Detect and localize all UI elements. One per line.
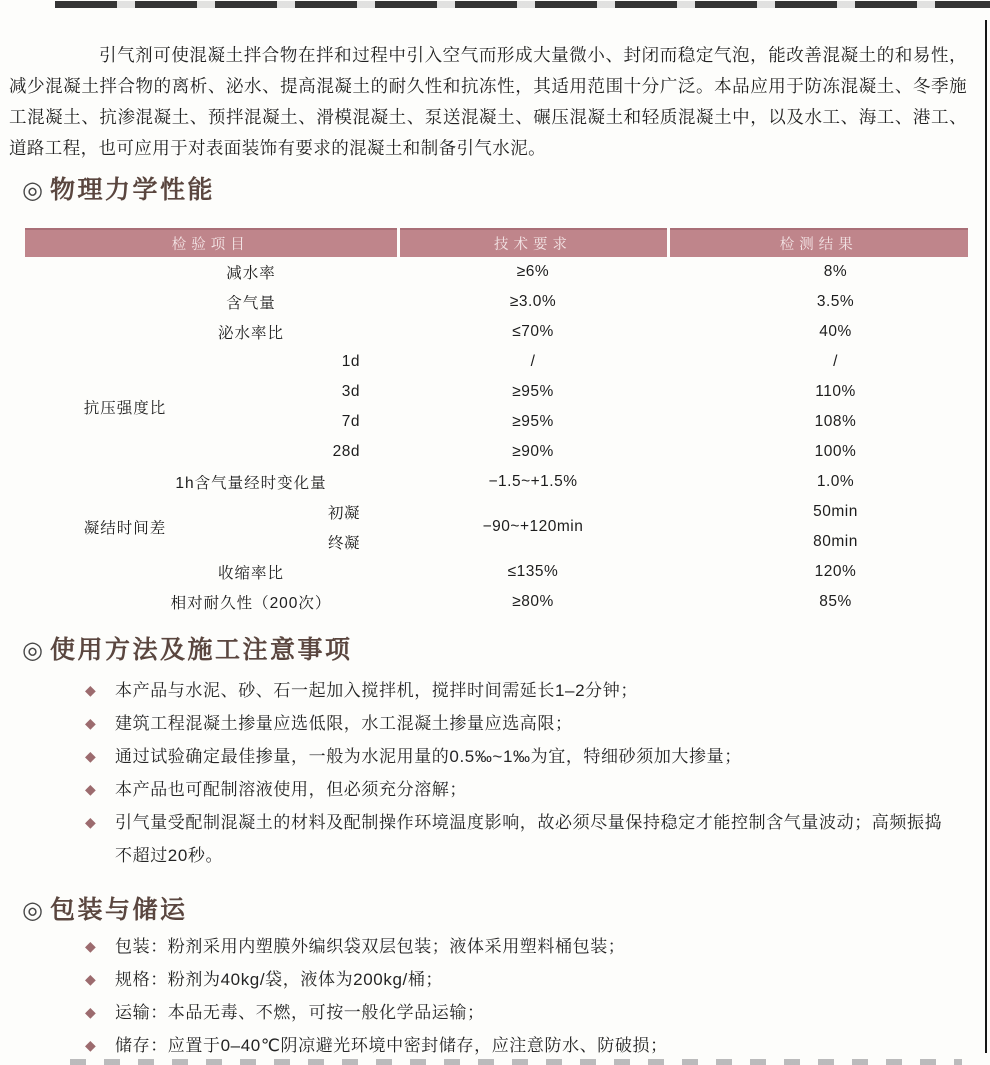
list-item bbox=[85, 806, 950, 872]
cell-result: 80min bbox=[813, 533, 858, 550]
list-item-text: 储存：应置于0–40℃阴凉避光环境中密封储存，应注意防水、防破损； bbox=[115, 1036, 668, 1055]
cell-requirement: ≥6% bbox=[516, 263, 550, 280]
list-item bbox=[85, 674, 950, 707]
section-title: 包装与储运 bbox=[49, 896, 188, 924]
list-item bbox=[85, 930, 950, 963]
cell-item: 泌水率比 bbox=[217, 325, 284, 342]
cell-sub-item: 1d bbox=[341, 353, 360, 370]
diamond-bullet-icon: ◆ bbox=[85, 971, 96, 987]
table-row bbox=[25, 317, 968, 347]
cell-requirement: / bbox=[530, 353, 536, 370]
cell-result: 85% bbox=[819, 593, 852, 610]
cell-group-setting-time-difference: 凝结时间差 bbox=[83, 520, 167, 537]
cell-item: 1h含气量经时变化量 bbox=[175, 475, 327, 492]
list-item bbox=[85, 963, 950, 996]
packaging-bullet-list bbox=[85, 930, 950, 1062]
section-marker-icon: ◎ bbox=[22, 637, 43, 664]
cell-sub-item: 28d bbox=[332, 443, 360, 460]
list-item bbox=[85, 996, 950, 1029]
cell-result: 120% bbox=[814, 563, 857, 580]
table-row bbox=[25, 557, 968, 587]
list-item-text: 引气量受配制混凝土的材料及配制操作环境温度影响，故必须尽量保持稳定才能控制含气量波动；高频振捣不超过20秒。 bbox=[115, 813, 943, 865]
usage-bullet-list bbox=[85, 674, 950, 872]
table-row bbox=[25, 287, 968, 317]
cell-item: 相对耐久性（200次） bbox=[170, 595, 332, 612]
section-header-packaging-storage bbox=[22, 890, 187, 926]
cell-sub-item: 初凝 bbox=[327, 505, 360, 522]
section-header-usage-instructions bbox=[22, 630, 352, 666]
diamond-bullet-icon: ◆ bbox=[85, 715, 96, 731]
list-item-text: 运输：本品无毒、不燃，可按一般化学品运输； bbox=[115, 1003, 485, 1022]
cell-result: 50min bbox=[813, 503, 858, 520]
intro-paragraph: 引气剂可使混凝土拌合物在拌和过程中引入空气而形成大量微小、封闭而稳定气泡，能改善混凝土的和易性，减少混凝土拌合物的离析、泌水、提高混凝土的耐久性和抗冻性，其适用范围十分广泛。本品应用于防冻混凝土、冬季施工混凝土、抗渗混凝土、预拌混凝土、滑模混凝土、泵送混凝土、碾压混凝土和轻质混凝土中，以及水工、海工、港工、道路工程，也可应用于对表面装饰有要求的混凝土和制备引气水泥。 bbox=[9, 44, 967, 158]
section-title: 使用方法及施工注意事项 bbox=[49, 636, 353, 664]
cell-requirement: ≤70% bbox=[512, 323, 554, 340]
section-title: 物理力学性能 bbox=[49, 176, 215, 204]
cell-result: / bbox=[833, 353, 838, 370]
cell-group-compressive-strength-ratio: 抗压强度比 bbox=[83, 400, 167, 417]
section-marker-icon: ◎ bbox=[22, 177, 43, 204]
list-item-text: 本产品也可配制溶液使用，但必须充分溶解； bbox=[115, 780, 467, 799]
cell-item: 含气量 bbox=[226, 295, 276, 312]
cell-requirement: ≥90% bbox=[512, 443, 554, 460]
cell-sub-item: 终凝 bbox=[327, 535, 360, 552]
list-item bbox=[85, 1029, 950, 1062]
cell-requirement: ≥3.0% bbox=[509, 293, 557, 310]
list-item bbox=[85, 740, 950, 773]
list-item bbox=[85, 707, 950, 740]
diamond-bullet-icon: ◆ bbox=[85, 1004, 96, 1020]
cell-item: 收缩率比 bbox=[217, 565, 284, 582]
list-item-text: 包装：粉剂采用内塑膜外编织袋双层包装；液体采用塑料桶包装； bbox=[115, 937, 626, 956]
performance-table bbox=[25, 228, 968, 617]
cell-sub-item: 7d bbox=[341, 413, 360, 430]
column-header-requirement: 技术要求 bbox=[398, 229, 668, 257]
list-item-text: 本产品与水泥、砂、石一起加入搅拌机，搅拌时间需延长1–2分钟； bbox=[115, 681, 638, 700]
cell-result: 100% bbox=[814, 443, 857, 460]
cell-requirement: ≥80% bbox=[512, 593, 554, 610]
cell-requirement: −90~+120min bbox=[482, 518, 584, 535]
diamond-bullet-icon: ◆ bbox=[85, 748, 96, 764]
table-row bbox=[25, 497, 968, 527]
column-header-result: 检测结果 bbox=[668, 229, 968, 257]
list-item-text: 规格：粉剂为40kg/袋，液体为200kg/桶； bbox=[115, 970, 444, 989]
list-item-text: 建筑工程混凝土掺量应选低限，水工混凝土掺量应选高限； bbox=[115, 714, 573, 733]
table-header-row bbox=[25, 229, 968, 257]
diamond-bullet-icon: ◆ bbox=[85, 682, 96, 698]
section-header-physical-properties bbox=[22, 170, 215, 206]
table-row bbox=[25, 347, 968, 377]
cell-result: 40% bbox=[819, 323, 852, 340]
cell-sub-item: 3d bbox=[341, 383, 360, 400]
list-item-text: 通过试验确定最佳掺量，一般为水泥用量的0.5‰~1‰为宜，特细砂须加大掺量； bbox=[115, 747, 742, 766]
column-header-test-item: 检验项目 bbox=[25, 229, 398, 257]
table-row bbox=[25, 467, 968, 497]
scan-artifact-top-strip bbox=[55, 1, 990, 8]
cell-requirement: ≥95% bbox=[512, 383, 554, 400]
scan-artifact-right-edge-line bbox=[985, 20, 987, 1053]
diamond-bullet-icon: ◆ bbox=[85, 1037, 96, 1053]
diamond-bullet-icon: ◆ bbox=[85, 781, 96, 797]
cell-result: 8% bbox=[823, 263, 848, 280]
diamond-bullet-icon: ◆ bbox=[85, 814, 96, 830]
cell-item: 减水率 bbox=[226, 265, 276, 282]
cell-result: 108% bbox=[814, 413, 857, 430]
table-row bbox=[25, 587, 968, 617]
section-marker-icon: ◎ bbox=[22, 897, 43, 924]
cell-result: 110% bbox=[815, 383, 856, 400]
cell-result: 3.5% bbox=[816, 293, 855, 310]
table-row bbox=[25, 257, 968, 287]
cell-requirement: −1.5~+1.5% bbox=[488, 473, 578, 490]
cell-requirement: ≥95% bbox=[512, 413, 554, 430]
cell-requirement: ≤135% bbox=[507, 563, 559, 580]
cell-result: 1.0% bbox=[816, 473, 855, 490]
diamond-bullet-icon: ◆ bbox=[85, 938, 96, 954]
list-item bbox=[85, 773, 950, 806]
